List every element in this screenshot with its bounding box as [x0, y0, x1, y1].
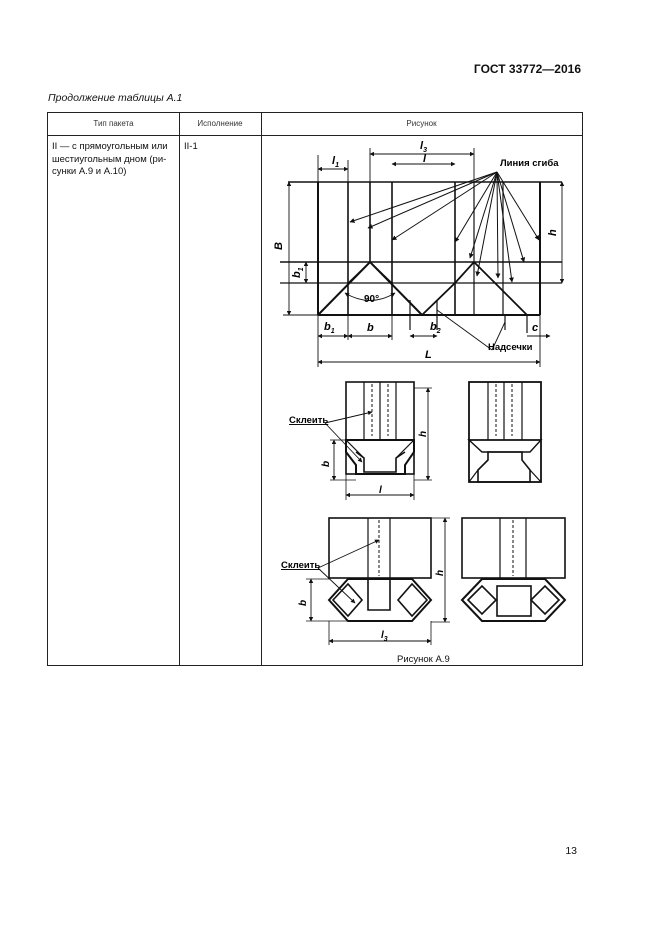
cuts-label: Надсечки [488, 342, 533, 353]
column-header-type: Тип пакета [93, 119, 134, 128]
package-type-line: сунки А.9 и А.10) [52, 166, 127, 177]
dim-b-mid: b [321, 460, 332, 467]
dim-c: c [532, 322, 539, 334]
dim-b-bottom: b [298, 599, 309, 606]
glue-label-1: Склеить [289, 415, 329, 426]
left-dimensions [283, 182, 318, 315]
package-type-line: шестиугольным дном (ри- [52, 153, 167, 165]
bottom-dimensions [318, 310, 550, 367]
rect-bottom-drawing-right [469, 382, 541, 482]
table-continuation: Продолжение таблицы А.1 [48, 92, 183, 104]
dim-B: B [273, 242, 285, 250]
dim-h-bottom: h [435, 569, 446, 576]
fold-line-leaders [350, 172, 539, 282]
fold-line-label: Линия сгиба [500, 158, 559, 169]
page-number: 13 [565, 845, 577, 857]
column-header-execution: Исполнение [197, 119, 243, 128]
dim-b1-bottom: $b_1$ [324, 321, 335, 335]
dim-l1: $l_1$ [332, 155, 339, 169]
dim-l3: $l_3$ [420, 140, 427, 154]
angle-label: 90° [364, 294, 380, 305]
dim-h-top: h [547, 229, 559, 236]
glue-label-2: Склеить [281, 560, 321, 571]
figure-caption: Рисунок А.9 [397, 654, 450, 665]
top-dimensions [318, 148, 474, 182]
hex-bottom-drawing-right [462, 518, 565, 621]
package-type-line: II — с прямоугольным или [52, 141, 168, 152]
dim-b-top: b [367, 322, 374, 334]
dim-l-mid: l [379, 485, 382, 496]
dim-h-mid: h [418, 430, 429, 437]
execution-cell: II-1 [184, 141, 198, 152]
hex-bottom-drawing-left [306, 518, 450, 645]
column-header-figure: Рисунок [406, 119, 437, 128]
dim-L: L [425, 349, 432, 361]
dim-b1-left: $b_1$ [291, 267, 305, 278]
rect-bottom-drawing-left [325, 382, 432, 500]
standard-number: ГОСТ 33772—2016 [473, 62, 581, 76]
dim-b2: $b_2$ [430, 321, 441, 335]
dim-l: l [423, 153, 427, 165]
dim-l3-bottom: $l_3$ [381, 630, 388, 643]
